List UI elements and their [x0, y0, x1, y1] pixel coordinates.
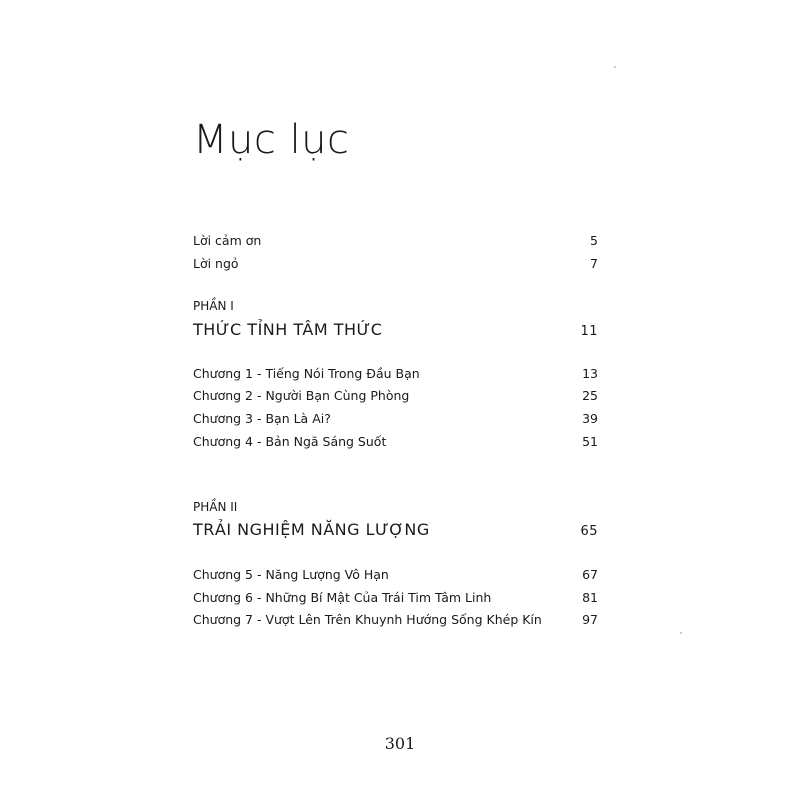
toc-entry-chapter-5: [193, 565, 598, 585]
page-title: Mục lục: [193, 117, 350, 163]
toc-entry-label: Chương 4 - Bản Ngã Sáng Suốt: [193, 434, 387, 449]
toc-entry-page: 39: [582, 411, 598, 426]
toc-entry-page: 13: [582, 366, 598, 381]
part-2-page: 65: [580, 524, 598, 539]
toc-entry-chapter-4: [193, 432, 598, 452]
toc-entry-label: Chương 7 - Vượt Lên Trên Khuynh Hướng Sống Khép Kín: [193, 612, 542, 627]
part-1-title: THỨC TỈNH TÂM THỨC: [193, 320, 383, 339]
part-1-page: 11: [580, 324, 598, 339]
toc-entry-chapter-7: [193, 610, 598, 630]
paper-speck: [614, 66, 616, 68]
toc-entry-page: 5: [590, 233, 598, 248]
toc-entry-chapter-2: [193, 386, 598, 406]
toc-entry-page: 81: [582, 590, 598, 605]
part-1-title-row: [193, 318, 598, 344]
part-2-title: TRẢI NGHIỆM NĂNG LƯỢNG: [193, 520, 430, 539]
toc-entry-foreword: [193, 254, 598, 274]
toc-entry-page: 25: [582, 388, 598, 403]
paper-speck: [680, 632, 682, 634]
toc-entry-chapter-1: [193, 364, 598, 384]
toc-entry-chapter-3: [193, 409, 598, 429]
toc-entry-label: Chương 5 - Năng Lượng Vô Hạn: [193, 567, 389, 582]
page-number: 301: [384, 734, 416, 753]
toc-entry-acknowledgements: [193, 231, 598, 251]
toc-entry-page: 67: [582, 567, 598, 582]
toc-entry-page: 51: [582, 434, 598, 449]
toc-entry-label: Chương 6 - Những Bí Mật Của Trái Tim Tâm Linh: [193, 590, 492, 605]
toc-entry-chapter-6: [193, 588, 598, 608]
toc-entry-label: Chương 2 - Người Bạn Cùng Phòng: [193, 388, 410, 403]
toc-entry-label: Chương 1 - Tiếng Nói Trong Đầu Bạn: [193, 366, 420, 381]
toc-entry-label: Lời cảm ơn: [193, 233, 262, 248]
toc-entry-page: 97: [582, 612, 598, 627]
part-2-label: PHẦN II: [193, 500, 238, 514]
toc-entry-label: Chương 3 - Bạn Là Ai?: [193, 411, 331, 426]
toc-entry-page: 7: [590, 256, 598, 271]
toc-entry-label: Lời ngỏ: [193, 256, 239, 271]
part-2-title-row: [193, 518, 598, 544]
part-1-label: PHẦN I: [193, 299, 234, 313]
